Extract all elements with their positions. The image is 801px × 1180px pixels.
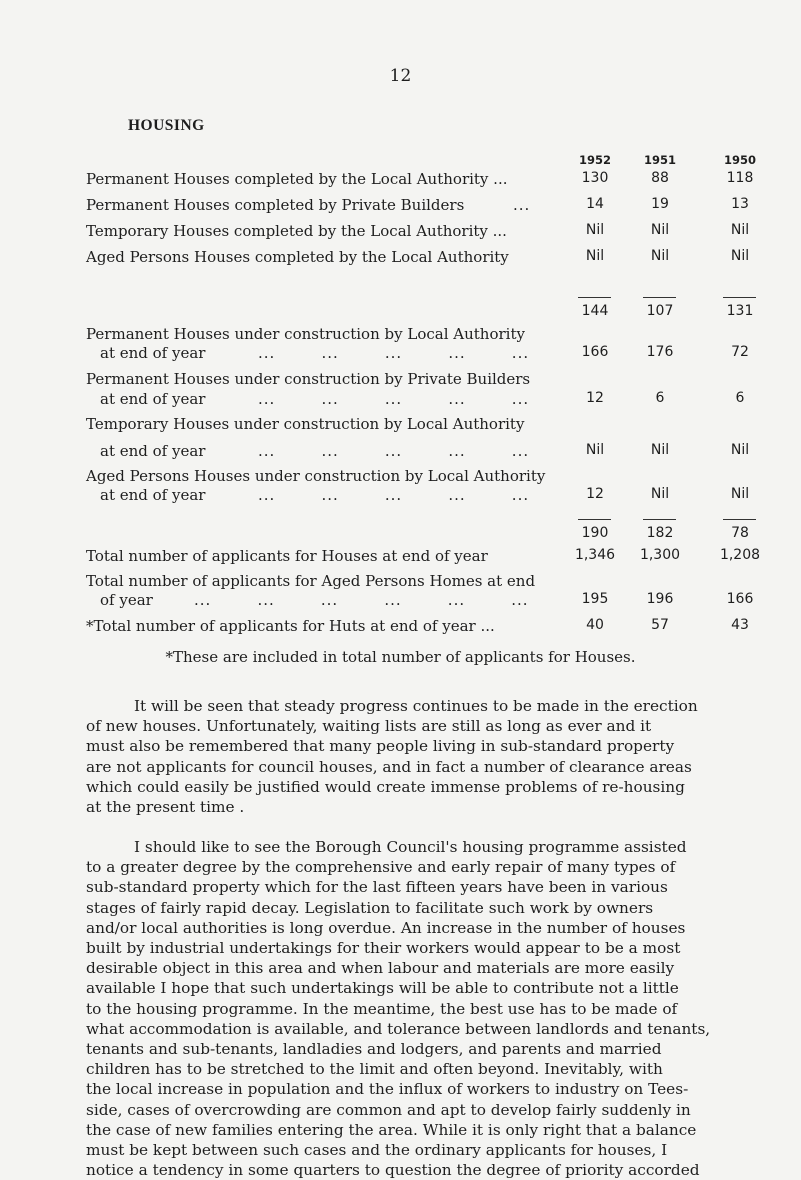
subtotal-rule xyxy=(723,519,756,520)
table-row xyxy=(0,547,801,569)
cell-value: Nil xyxy=(650,222,670,238)
cell-value: 13 xyxy=(731,196,749,212)
text-line: of new houses. Unfortunately, waiting lists are still as long as ever and it xyxy=(86,717,652,736)
cell-value: 12 xyxy=(586,390,604,406)
table-row xyxy=(0,617,801,639)
cell-value: 14 xyxy=(586,196,604,212)
cell-value: Nil xyxy=(650,442,670,458)
text-line: are not applicants for council houses, and in fact a number of clearance areas xyxy=(86,757,692,776)
text-line: available I hope that such undertakings will be able to contribute not a little xyxy=(86,979,679,998)
subtotal-rule xyxy=(578,519,611,520)
row-label: Temporary Houses under construction by Local Authority xyxy=(86,415,525,433)
leader-dots: ... ... ... ... ... xyxy=(258,344,530,362)
cell-value: 19 xyxy=(651,196,669,212)
subtotal-value: 131 xyxy=(726,303,754,319)
row-label-continued: at end of year xyxy=(100,390,206,408)
subtotal-value: 107 xyxy=(646,303,674,319)
subtotal-value: 190 xyxy=(581,525,609,541)
text-line: side, cases of overcrowding are common and apt to develop fairly suddenly in xyxy=(86,1100,691,1119)
cell-value: 1,208 xyxy=(719,547,761,563)
text-line: children has to be stretched to the limit and often beyond. Inevitably, with xyxy=(86,1060,663,1079)
row-label-continued: of year xyxy=(100,591,153,609)
leader-dots: ... ... ... ... ... ... xyxy=(194,591,529,609)
cell-value: 1,300 xyxy=(639,547,681,563)
text-line: built by industrial undertakings for their workers would appear to be a most xyxy=(86,939,681,958)
text-line: must be kept between such cases and the ordinary applicants for houses, I xyxy=(86,1141,668,1160)
section-heading: HOUSING xyxy=(128,117,205,134)
row-label: Permanent Houses completed by the Local Authority ... xyxy=(86,170,508,188)
table-row-line1 xyxy=(0,370,801,392)
cell-value: Nil xyxy=(585,222,605,238)
text-line: to a greater degree by the comprehensive and early repair of many types of xyxy=(86,858,676,877)
paragraph-2 xyxy=(86,837,722,1180)
footnote: *These are included in total number of applicants for Houses. xyxy=(165,648,636,666)
cell-value: Nil xyxy=(730,442,750,458)
row-label: Permanent Houses under construction by Private Builders xyxy=(86,370,531,388)
subtotal-row xyxy=(0,303,801,325)
leader-dots: ... ... ... ... ... xyxy=(258,442,530,460)
table-row xyxy=(0,170,801,192)
table-row-line1 xyxy=(0,415,801,437)
cell-value: 43 xyxy=(731,617,749,633)
cell-value: 6 xyxy=(655,390,665,406)
row-label-continued: at end of year xyxy=(100,486,206,504)
text-line: what accommodation is available, and tolerance between landlords and tenants, xyxy=(86,1019,711,1038)
cell-value: Nil xyxy=(650,486,670,502)
text-line: notice a tendency in some quarters to question the degree of priority accorded xyxy=(86,1161,700,1180)
text-line: tenants and sub-tenants, landladies and lodgers, and parents and married xyxy=(86,1040,662,1059)
leader-dots: ... ... ... ... ... xyxy=(258,390,530,408)
row-label: Permanent Houses under construction by Local Authority xyxy=(86,325,525,343)
row-label: Permanent Houses completed by Private Builders xyxy=(86,196,465,214)
column-header: 1952 xyxy=(578,153,611,167)
cell-value: 12 xyxy=(586,486,604,502)
column-header: 1951 xyxy=(643,153,676,167)
text-line: at the present time . xyxy=(86,798,245,817)
row-label: Aged Persons Houses under construction by Local Authority xyxy=(86,467,546,485)
table-row xyxy=(0,591,801,613)
text-line: desirable object in this area and when labour and materials are more easily xyxy=(86,959,675,978)
cell-value: Nil xyxy=(730,222,750,238)
table-row xyxy=(0,344,801,366)
row-label: *Total number of applicants for Huts at end of year ... xyxy=(86,617,495,635)
column-header: 1950 xyxy=(723,153,756,167)
subtotal-value: 144 xyxy=(581,303,609,319)
table-row xyxy=(0,442,801,464)
row-label-continued: at end of year xyxy=(100,442,206,460)
row-label-continued: at end of year xyxy=(100,344,206,362)
cell-value: Nil xyxy=(730,486,750,502)
cell-value: 130 xyxy=(581,170,609,186)
text-line: to the housing programme. In the meantime, the best use has to be made of xyxy=(86,999,678,1018)
cell-value: 40 xyxy=(586,617,604,633)
paragraph-1 xyxy=(86,696,722,817)
cell-value: 1,346 xyxy=(574,547,616,563)
text-line: stages of fairly rapid decay. Legislation to facilitate such work by owners xyxy=(86,898,654,917)
cell-value: 166 xyxy=(726,591,754,607)
text-line: and/or local authorities is long overdue. An increase in the number of houses xyxy=(86,918,686,937)
cell-value: 166 xyxy=(581,344,609,360)
text-line: the local increase in population and the influx of workers to industry on Tees- xyxy=(86,1080,689,1099)
page-number: 12 xyxy=(389,66,412,86)
cell-value: 88 xyxy=(651,170,669,186)
text-line: It will be seen that steady progress continues to be made in the erection xyxy=(134,697,698,715)
row-label: Total number of applicants for Houses at end of year xyxy=(86,547,488,565)
subtotal-value: 78 xyxy=(731,525,749,541)
subtotal-rule xyxy=(643,519,676,520)
row-label: Total number of applicants for Aged Persons Homes at end xyxy=(86,572,536,590)
row-label: Temporary Houses completed by the Local Authority ... xyxy=(86,222,507,240)
text-line: I should like to see the Borough Council's housing programme assisted xyxy=(134,838,687,856)
cell-value: 72 xyxy=(731,344,749,360)
cell-value: 176 xyxy=(646,344,674,360)
cell-value: 6 xyxy=(735,390,745,406)
cell-value: 195 xyxy=(581,591,609,607)
text-line: which could easily be justified would create immense problems of re-housing xyxy=(86,777,685,796)
text-line: sub-standard property which for the last fifteen years have been in various xyxy=(86,878,668,897)
table-row xyxy=(0,222,801,244)
table-row xyxy=(0,248,801,270)
subtotal-value: 182 xyxy=(646,525,674,541)
cell-value: Nil xyxy=(650,248,670,264)
subtotal-rule xyxy=(643,297,676,298)
cell-value: 118 xyxy=(726,170,754,186)
cell-value: Nil xyxy=(585,442,605,458)
table-row xyxy=(0,390,801,412)
subtotal-row xyxy=(0,525,801,547)
table-row xyxy=(0,196,801,218)
leader-dots: ... ... ... ... ... xyxy=(258,486,530,504)
cell-value: Nil xyxy=(730,248,750,264)
row-label: Aged Persons Houses completed by the Local Authority xyxy=(86,248,509,266)
table-row xyxy=(0,486,801,508)
subtotal-rule xyxy=(578,297,611,298)
subtotal-rule xyxy=(723,297,756,298)
leader-dots: ... xyxy=(513,196,531,214)
cell-value: 196 xyxy=(646,591,674,607)
text-line: the case of new families entering the area. While it is only right that a balance xyxy=(86,1120,697,1139)
cell-value: 57 xyxy=(651,617,669,633)
cell-value: Nil xyxy=(585,248,605,264)
text-line: must also be remembered that many people living in sub-standard property xyxy=(86,737,675,756)
